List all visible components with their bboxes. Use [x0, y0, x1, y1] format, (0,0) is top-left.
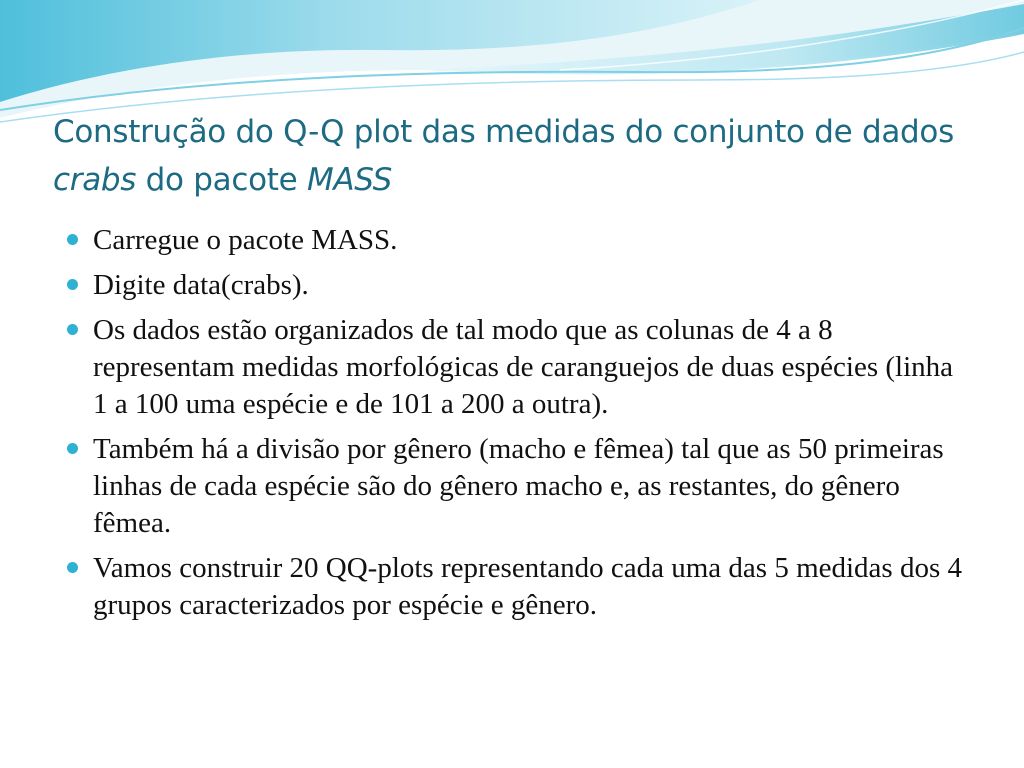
title-italic-mass: MASS [306, 162, 392, 198]
bullet-text: Vamos construir 20 QQ-plots representando cada uma das 5 medidas dos 4 grupos caracterizados por espécie e gênero. [93, 552, 962, 621]
list-item [64, 222, 974, 259]
title-italic-crabs: crabs [53, 162, 137, 198]
list-item [64, 550, 974, 624]
title-text-2: do pacote [136, 162, 307, 198]
bullet-text: Os dados estão organizados de tal modo que as colunas de 4 a 8 representam medidas morfológicas de caranguejos de duas espécies (linha 1 a 100 uma espécie e de 101 a 200 a outra). [93, 314, 954, 420]
bullet-icon [67, 279, 78, 290]
bullet-icon [67, 443, 78, 454]
bullet-text: Digite data(crabs). [93, 269, 309, 301]
bullet-text: Carregue o pacote MASS. [93, 224, 398, 256]
list-item [64, 431, 974, 542]
bullet-list [64, 222, 974, 632]
bullet-icon [67, 234, 78, 245]
list-item [64, 312, 974, 423]
list-item [64, 267, 974, 304]
bullet-text: Também há a divisão por gênero (macho e fêmea) tal que as 50 primeiras linhas de cada espécie são do gênero macho e, as restantes, do gênero fêmea. [93, 433, 944, 539]
bullet-icon [67, 562, 78, 573]
title-text: Construção do Q-Q plot das medidas do conjunto de dados [53, 114, 954, 150]
slide-title [53, 108, 1003, 204]
bullet-icon [67, 324, 78, 335]
